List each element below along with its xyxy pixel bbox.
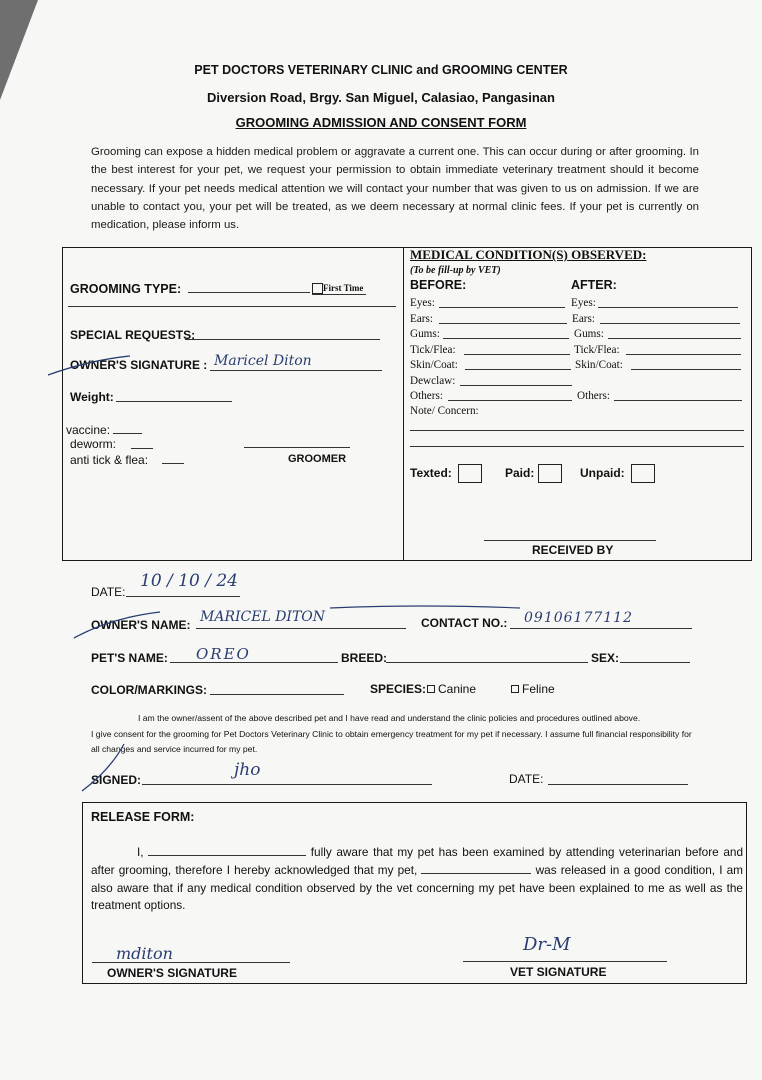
release-text-a: I, <box>137 845 144 859</box>
release-owner-signature-label: OWNER'S SIGNATURE <box>107 966 237 980</box>
contact-label: CONTACT NO.: <box>421 616 508 630</box>
unpaid-label: Unpaid: <box>580 466 625 480</box>
pet-name-label: PET'S NAME: <box>91 651 168 665</box>
before-dewclaw-label: Dewclaw: <box>410 375 456 387</box>
after-tickflea-label: Tick/Flea: <box>574 344 620 356</box>
sex-label: SEX: <box>591 651 620 665</box>
release-title: RELEASE FORM: <box>91 810 195 824</box>
clinic-address: Diversion Road, Brgy. San Miguel, Calasiao, Pangasinan <box>207 90 555 105</box>
signed-handwriting: jho <box>234 760 261 780</box>
before-eyes-label: Eyes: <box>410 297 435 309</box>
release-owner-signature-handwriting: mditon <box>116 944 173 963</box>
ink-stroke-4 <box>330 606 520 608</box>
before-gums-label: Gums: <box>410 328 440 340</box>
ink-stroke-1 <box>48 356 130 375</box>
first-time-label: First Time <box>323 283 364 293</box>
after-label: AFTER: <box>571 278 617 292</box>
weight-label: Weight: <box>70 390 114 404</box>
canine-label: Canine <box>438 682 477 696</box>
grooming-type-label: GROOMING TYPE: <box>70 282 182 296</box>
after-gums-label: Gums: <box>574 328 604 340</box>
owner-name-handwriting: MARICEL DITON <box>200 609 326 625</box>
date-handwriting: 10 / 10 / 24 <box>140 571 238 591</box>
owner-signature-label: OWNER'S SIGNATURE : <box>70 358 208 372</box>
texted-label: Texted: <box>410 466 452 480</box>
special-requests-label: SPECIAL REQUESTS: <box>70 328 196 342</box>
clinic-name: PET DOCTORS VETERINARY CLINIC and GROOMING CENTER <box>194 63 568 77</box>
date-label: DATE: <box>91 585 126 599</box>
after-ears-label: Ears: <box>572 313 595 325</box>
intro-paragraph: Grooming can expose a hidden medical problem or aggravate a current one. This can occur during or after grooming. In the best interest for your pet, we request your permission to obtain immediate veterinary treatment should it become necessary. If your pet needs medical attention we will contact your number that was given to us on admission. If we are unable to contact you, your pet will be treated, as we deem necessary at normal clinic fees. If your pet is currently on medication, please inform us. <box>91 146 699 232</box>
contact-handwriting: 09106177112 <box>524 610 633 626</box>
breed-label: BREED: <box>341 651 388 665</box>
release-text-b: fully aware that my pet has been examined by attending veterinarian before and after grooming, therefore I hereby acknowledged that my pet, <box>91 845 744 877</box>
vet-subtitle: (To be fill-up by VET) <box>410 265 501 276</box>
paid-label: Paid: <box>505 466 535 480</box>
vet-signature-handwriting: Dr-M <box>523 934 571 955</box>
vaccine-label: vaccine: <box>66 423 111 437</box>
signed-label: SIGNED: <box>91 773 142 787</box>
owner-name-label: OWNER'S NAME: <box>91 618 191 632</box>
before-label: BEFORE: <box>410 278 467 292</box>
before-skincoat-label: Skin/Coat: <box>410 359 458 371</box>
after-eyes-label: Eyes: <box>571 297 596 309</box>
deworm-label: deworm: <box>70 437 117 451</box>
consent-line-2: I give consent for the grooming for Pet Doctors Veterinary Clinic to obtain emergency treatment for my pet if necessary. I assume full financial responsibility for all changes and service incurred for my pet. <box>91 729 692 754</box>
owner-signature-handwriting: Maricel Diton <box>214 353 312 369</box>
before-ears-label: Ears: <box>410 313 433 325</box>
species-label: SPECIES: <box>370 682 427 696</box>
ink-stroke-2 <box>74 612 160 638</box>
feline-label: Feline <box>522 682 555 696</box>
consent-line-1: I am the owner/assent of the above described pet and I have read and understand the clinic policies and procedures outlined above. <box>138 713 641 723</box>
groomer-label: GROOMER <box>288 453 347 465</box>
medical-condition-title: MEDICAL CONDITION(S) OBSERVED: <box>410 247 647 262</box>
received-by-label: RECEIVED BY <box>532 543 614 557</box>
before-tickflea-label: Tick/Flea: <box>410 344 456 356</box>
form-title: GROOMING ADMISSION AND CONSENT FORM <box>235 115 527 130</box>
ink-stroke-3 <box>82 744 124 791</box>
after-others-label: Others: <box>577 390 610 402</box>
after-skincoat-label: Skin/Coat: <box>575 359 623 371</box>
color-markings-label: COLOR/MARKINGS: <box>91 683 207 697</box>
before-others-label: Others: <box>410 390 443 402</box>
pet-name-handwriting: OREO <box>196 645 251 663</box>
vet-signature-label: VET SIGNATURE <box>510 965 607 979</box>
note-concern-label: Note/ Concern: <box>410 405 479 417</box>
release-text-c: was released in a good condition, I am also aware that if any medical condition observed by the vet concerning my pet have been explained to me as well as the treatment options. <box>91 862 744 913</box>
anti-tick-label: anti tick & flea: <box>70 453 149 467</box>
consent-date-label: DATE: <box>509 772 544 786</box>
